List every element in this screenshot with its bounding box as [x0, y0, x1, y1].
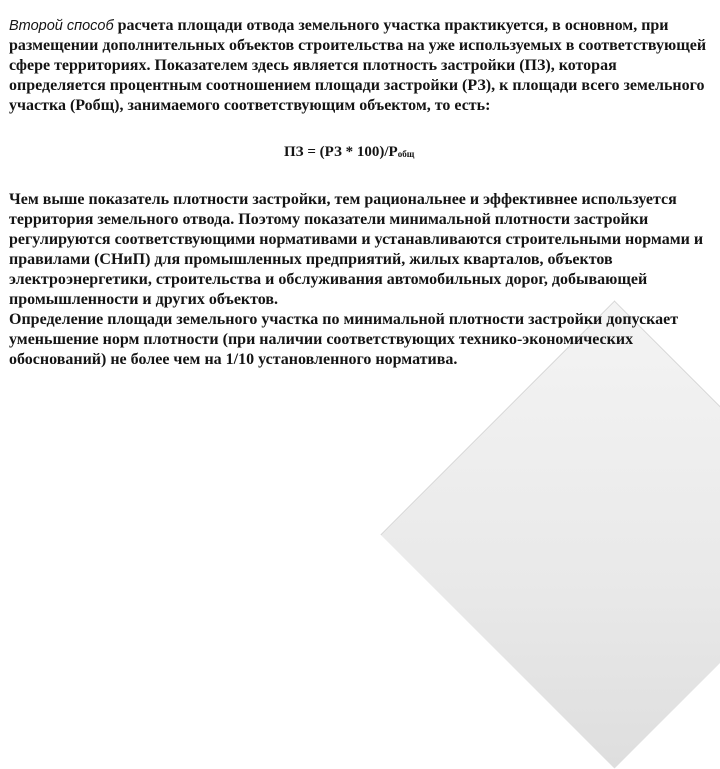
method-description-text: расчета площади отвода земельного участка практикуется, в основном, при размещении дополнительных объектов строительства на уже используемых в соответствующей сфере территориях. Показателем здесь является плотность застройки (ПЗ), которая определяется процентным соотношением площади застройки (РЗ), к площади всего земельного участка (Робщ), занимаемого соответствующим объектом, то есть: [9, 17, 707, 114]
method-emphasis: Второй способ [9, 18, 114, 34]
slide-text-body [9, 16, 713, 370]
paragraph-density-reduction: Определение площади земельного участка по минимальной плотности застройки допускает уменьшение норм плотности (при наличии соответствующих технико-экономических обоснований) не более чем на 1/10 установленного норматива. [9, 311, 679, 368]
decorative-corner-shape [380, 300, 720, 768]
formula-main: ПЗ = (РЗ * 100)/Р [284, 144, 398, 160]
formula-subscript: общ [397, 149, 415, 159]
paragraph-method-description [9, 16, 713, 116]
density-formula [9, 142, 713, 164]
paragraph-density-regulation: Чем выше показатель плотности застройки, тем рациональнее и эффективнее используется территория земельного отвода. Поэтому показатели минимальной плотности застройки регулируются соответствующими нормативами и устанавливаются строительными нормами и правилами (СНиП) для промышленных предприятий, жилых кварталов, объектов электроэнергетики, строительства и обслуживания автомобильных дорог, добывающей промышленности и других объектов. [9, 191, 704, 308]
